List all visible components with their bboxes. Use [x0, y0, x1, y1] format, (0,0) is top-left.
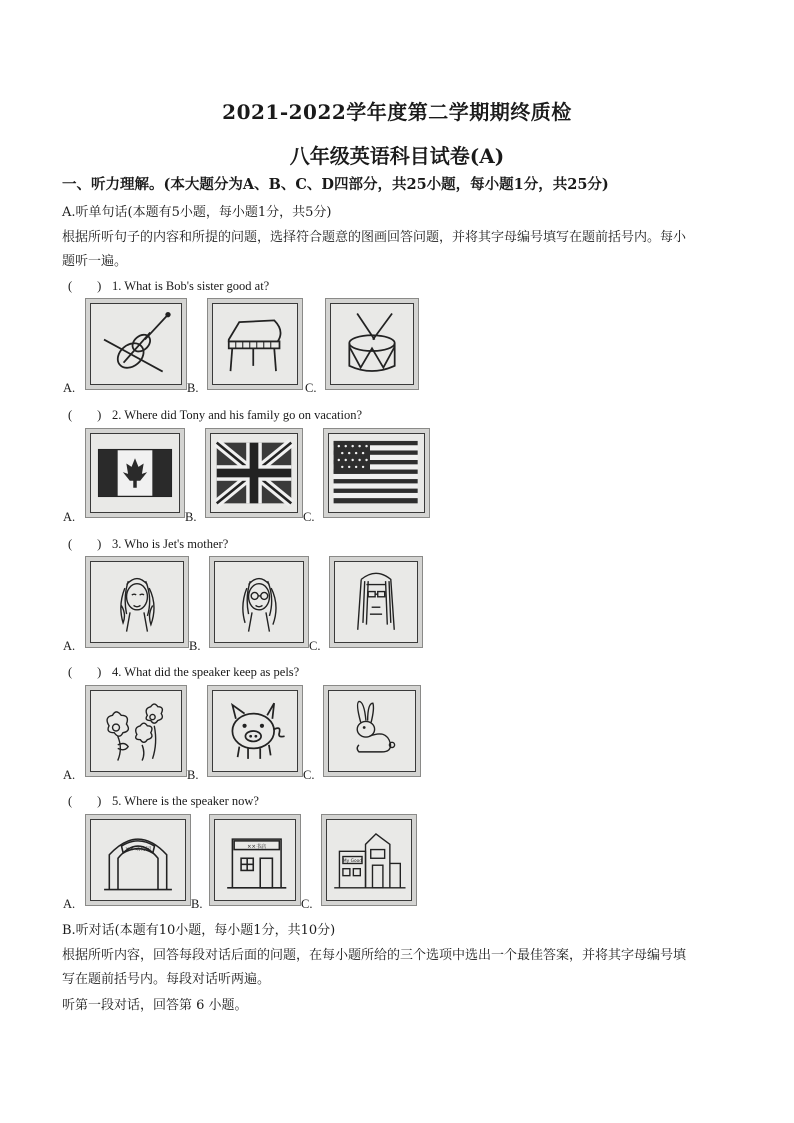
answer-bracket[interactable]: ( ) [68, 537, 102, 551]
canada-flag-icon[interactable] [85, 428, 185, 518]
answer-bracket[interactable]: ( ) [68, 665, 102, 679]
building-sign-text: My Good [342, 859, 363, 865]
shop-sign-text: ××书店 [247, 843, 267, 850]
option-label-c: C. [305, 381, 317, 395]
part-b-note: 听第一段对话，回答第 6 小题。 [62, 998, 248, 1013]
question-text: 5. Where is the speaker now? [112, 794, 259, 808]
option-label-b: B. [191, 897, 203, 911]
option-label-a: A. [63, 768, 76, 782]
option-label-c: C. [303, 768, 315, 782]
woman-glasses-icon[interactable] [209, 556, 309, 648]
answer-bracket[interactable]: ( ) [68, 408, 102, 422]
gate-sign-text: ×× 动物园 [125, 846, 151, 853]
flowers-icon[interactable] [85, 685, 187, 777]
question-4 [68, 662, 299, 680]
option-label-c: C. [303, 510, 315, 524]
option-label-c: C. [309, 639, 321, 653]
piano-icon[interactable] [207, 298, 303, 390]
uk-flag-icon[interactable] [205, 428, 303, 518]
answer-bracket[interactable]: ( ) [68, 279, 102, 293]
option-label-a: A. [63, 897, 76, 911]
violin-icon[interactable] [85, 298, 187, 390]
drum-icon[interactable] [325, 298, 419, 390]
part-b-heading: B.听对话(本题有10小题，每小题1分，共10分) [62, 923, 336, 938]
usa-flag-icon[interactable] [323, 428, 430, 518]
question-3 [68, 534, 228, 552]
building-icon[interactable] [321, 814, 417, 906]
gate-icon[interactable] [85, 814, 191, 906]
answer-bracket[interactable]: ( ) [68, 794, 102, 808]
part-a-heading: A.听单句话(本题有5小题，每小题1分，共5分) [62, 205, 332, 220]
option-label-a: A. [63, 381, 76, 395]
option-label-a: A. [63, 639, 76, 653]
rabbit-icon[interactable] [323, 685, 421, 777]
question-text: 4. What did the speaker keep as pels? [112, 665, 300, 679]
question-5 [68, 791, 259, 809]
question-text: 1. What is Bob's sister good at? [112, 279, 270, 293]
exam-title-subject: 八年级英语科目试卷(A) [289, 144, 505, 168]
shop-icon[interactable] [209, 814, 301, 906]
part-b-instruction-cont: 写在题前括号内。每段对话听两遍。 [62, 972, 271, 987]
option-label-b: B. [189, 639, 201, 653]
question-2 [68, 405, 362, 423]
option-label-b: B. [185, 510, 197, 524]
option-label-b: B. [187, 768, 199, 782]
woman-straight-hair-icon[interactable] [329, 556, 423, 648]
part-a-instruction: 根据所听句子的内容和所提的问题，选择符合题意的图画回答问题，并将其字母编号填写在题前括号内。每小 [62, 230, 687, 245]
option-label-c: C. [301, 897, 313, 911]
question-text: 3. Who is Jet's mother? [112, 537, 229, 551]
woman-curly-hair-icon[interactable] [85, 556, 189, 648]
question-1 [68, 276, 269, 294]
part-a-instruction-cont: 题听一遍。 [62, 254, 128, 269]
option-label-a: A. [63, 510, 76, 524]
exam-title-year: 2021-2022学年度第二学期期终质检 [222, 100, 572, 124]
option-label-b: B. [187, 381, 199, 395]
section-heading-listening: 一、听力理解。(本大题分为A、B、C、D四部分，共25小题，每小题1分，共25分) [62, 176, 609, 193]
pig-icon[interactable] [207, 685, 303, 777]
part-b-instruction: 根据所听内容，回答每段对话后面的问题，在每小题所给的三个选项中选出一个最佳答案，并将其字母编号填 [62, 948, 687, 963]
question-text: 2. Where did Tony and his family go on vacation? [112, 408, 362, 422]
